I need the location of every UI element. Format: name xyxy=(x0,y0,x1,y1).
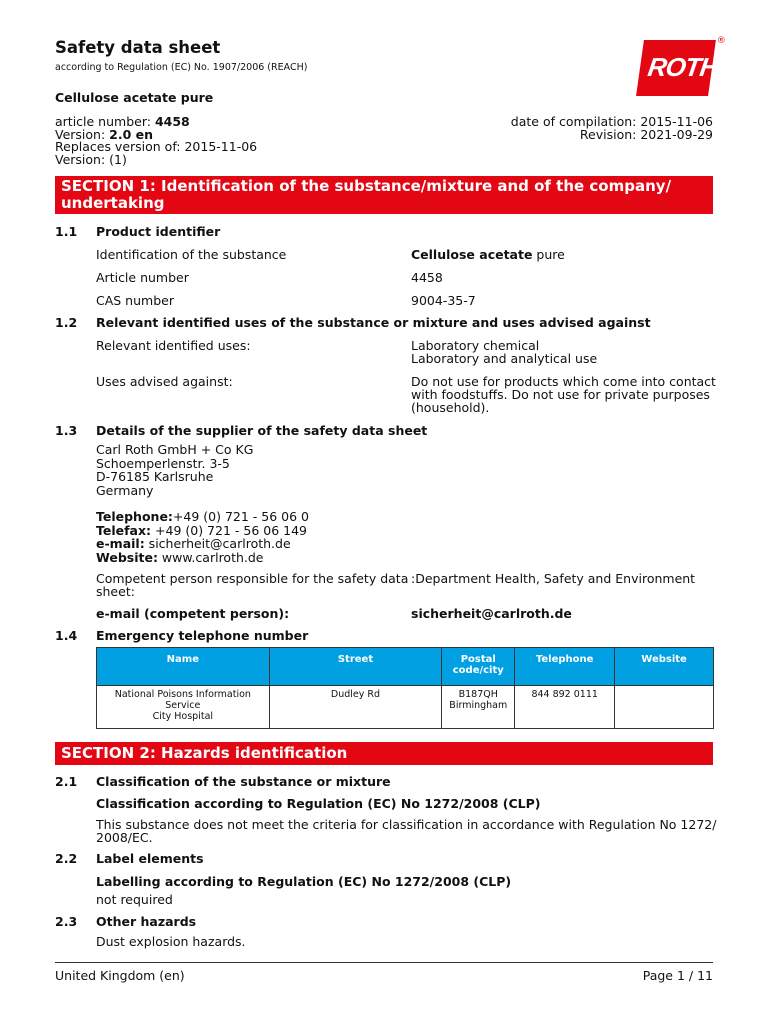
cell-name-line3: City Hospital xyxy=(152,711,214,722)
clp-classification-title: Classification according to Regulation (EC) No 1272/2008 (CLP) xyxy=(96,796,541,811)
section-1-title-line2: undertaking xyxy=(61,194,165,212)
table-header-row xyxy=(97,648,714,686)
subsection-2-3-number: 2.3 xyxy=(55,914,78,929)
website-value: www.carlroth.de xyxy=(157,549,264,565)
regulation-subtitle: according to Regulation (EC) No. 1907/2006 (REACH) xyxy=(55,62,308,73)
subsection-1-1-number: 1.1 xyxy=(55,224,78,239)
document-meta-left xyxy=(55,116,257,166)
other-hazards-text: Dust explosion hazards. xyxy=(96,934,246,949)
competent-email-label: e-mail (competent person): xyxy=(96,606,290,621)
competent-person-value: :Department Health, Safety and Environment xyxy=(411,571,696,586)
subsection-2-3-title: Other hazards xyxy=(96,914,197,929)
cell-postal-code: B187QH xyxy=(458,689,498,700)
footer-divider xyxy=(55,962,713,963)
version-label: Version: xyxy=(55,126,110,142)
article-number-value: 4458 xyxy=(411,270,443,285)
email-value: sicherheit@carlroth.de xyxy=(144,536,291,551)
cell-name-line2: Service xyxy=(165,700,201,711)
identification-label: Identification of the substance xyxy=(96,247,287,262)
column-header-name: Name xyxy=(97,648,270,686)
document-meta-right xyxy=(511,116,713,141)
cell-name-line1: National Poisons Information xyxy=(114,689,251,700)
supplier-city: D-76185 Karlsruhe xyxy=(96,469,214,484)
clp-text-line1: This substance does not meet the criteria for classification in accordance with Regulation No 1272/ xyxy=(96,817,717,832)
supplier-country: Germany xyxy=(96,482,154,498)
identification-value-bold: Cellulose acetate xyxy=(411,247,533,262)
product-name: Cellulose acetate pure xyxy=(55,90,214,105)
cell-postal xyxy=(442,686,515,729)
old-version: Version: (1) xyxy=(55,151,127,167)
competent-person-label-line2: sheet: xyxy=(96,584,135,599)
cell-name xyxy=(97,686,270,729)
advised-against-line3: (household). xyxy=(411,400,490,415)
subsection-1-4-number: 1.4 xyxy=(55,628,78,643)
telefax-value: +49 (0) 721 - 56 06 149 xyxy=(151,522,307,538)
cas-number-value: 9004-35-7 xyxy=(411,293,476,308)
compilation-date: date of compilation: 2015-11-06 xyxy=(510,114,713,129)
competent-person-label xyxy=(96,572,408,598)
identified-uses-value xyxy=(411,339,597,365)
subsection-2-1-title: Classification of the substance or mixture xyxy=(96,774,391,789)
column-header-postal: Postal code/city xyxy=(442,648,515,686)
telephone-label: Telephone: xyxy=(96,509,173,524)
advised-against-label: Uses advised against: xyxy=(96,374,233,389)
identified-uses-line1: Laboratory chemical xyxy=(411,338,540,353)
clp-classification-text xyxy=(96,818,716,844)
labelling-title: Labelling according to Regulation (EC) No 1272/2008 (CLP) xyxy=(96,874,512,889)
footer-page-number: Page 1 / 11 xyxy=(642,968,713,983)
cell-street: Dudley Rd xyxy=(269,686,442,729)
section-1-header xyxy=(55,176,713,214)
identified-uses-line2: Laboratory and analytical use xyxy=(411,351,598,366)
subsection-1-2-title: Relevant identified uses of the substance or mixture and uses advised against xyxy=(96,315,651,330)
registered-mark: ® xyxy=(716,36,726,46)
subsection-2-2-title: Label elements xyxy=(96,851,204,866)
email-label: e-mail: xyxy=(96,536,145,551)
emergency-contacts-table xyxy=(96,647,714,729)
labelling-text: not required xyxy=(96,892,173,907)
section-1-title-line1: SECTION 1: Identification of the substance/mixture and of the company/ xyxy=(61,177,672,195)
advised-against-value xyxy=(411,375,716,414)
supplier-street: Schoemperlenstr. 3-5 xyxy=(96,455,230,471)
subsection-2-2-number: 2.2 xyxy=(55,851,78,866)
cell-postal-city: Birmingham xyxy=(449,700,508,711)
subsection-1-3-number: 1.3 xyxy=(55,423,78,438)
document-title: Safety data sheet xyxy=(55,38,221,57)
clp-text-line2: 2008/EC. xyxy=(96,830,153,845)
telefax-label: Telefax: xyxy=(96,522,152,538)
advised-against-line1: Do not use for products which come into contact xyxy=(411,374,716,389)
cell-telephone: 844 892 0111 xyxy=(515,686,615,729)
column-header-street: Street xyxy=(269,648,442,686)
article-number-label: article number: xyxy=(55,114,155,129)
subsection-1-3-title: Details of the supplier of the safety data sheet xyxy=(96,423,428,438)
identified-uses-label: Relevant identified uses: xyxy=(96,338,251,353)
subsection-1-4-title: Emergency telephone number xyxy=(96,628,309,643)
competent-person-label-line1: Competent person responsible for the safety data xyxy=(96,571,409,586)
logo-text: ROTH xyxy=(646,52,720,82)
cas-number-label: CAS number xyxy=(96,293,174,308)
revision-date: Revision: 2021-09-29 xyxy=(579,126,713,142)
subsection-2-1-number: 2.1 xyxy=(55,774,78,789)
supplier-company: Carl Roth GmbH + Co KG xyxy=(96,442,254,457)
replaces-version: Replaces version of: 2015-11-06 xyxy=(55,139,258,154)
website-label: Website: xyxy=(96,549,158,565)
identification-value xyxy=(411,248,565,261)
table-row xyxy=(97,686,714,729)
article-number-label: Article number xyxy=(96,270,189,285)
column-header-website: Website xyxy=(615,648,714,686)
identification-value-rest: pure xyxy=(532,247,565,262)
article-number-value: 4458 xyxy=(154,114,190,129)
section-2-header: SECTION 2: Hazards identification xyxy=(55,742,713,765)
subsection-1-2-number: 1.2 xyxy=(55,315,78,330)
advised-against-line2: with foodstuffs. Do not use for private purposes xyxy=(411,387,710,402)
column-header-telephone: Telephone xyxy=(515,648,615,686)
version-value: 2.0 en xyxy=(109,126,154,142)
roth-logo xyxy=(636,36,726,96)
footer-locale: United Kingdom (en) xyxy=(55,968,185,983)
supplier-contact xyxy=(96,510,309,564)
telephone-value: +49 (0) 721 - 56 06 0 xyxy=(172,509,309,524)
cell-website xyxy=(615,686,714,729)
subsection-1-1-title: Product identifier xyxy=(96,224,221,239)
supplier-address xyxy=(96,443,253,497)
competent-email-value: sicherheit@carlroth.de xyxy=(411,606,572,621)
